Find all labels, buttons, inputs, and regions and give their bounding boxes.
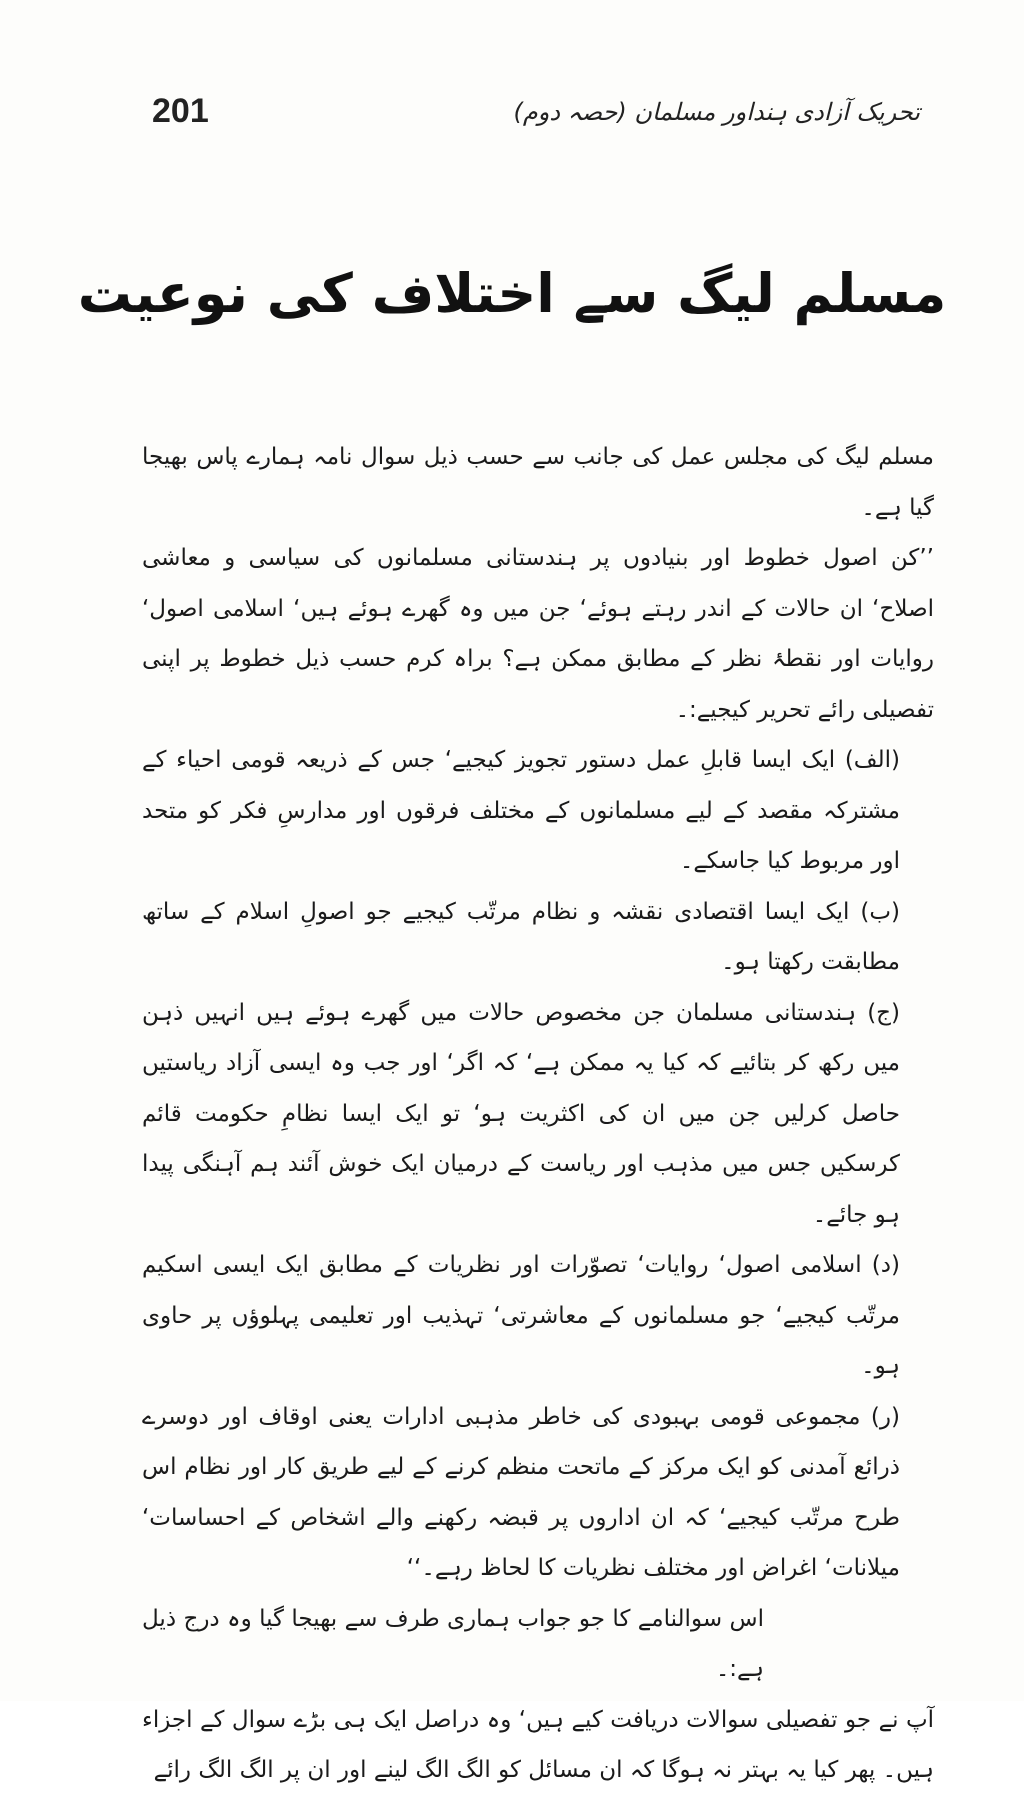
list-item-jeem: (ج) ہندستانی مسلمان جن مخصوص حالات میں گھرے ہوئے ہیں انہیں ذہن میں رکھ کر بتائیے کہ کیا یہ ممکن ہے‘ کہ اگر‘ اور جب وہ ایسی آزاد ریاستیں حاصل کرلیں جن میں ان کی اکثریت ہو‘ تو ایک ایسا نظامِ حکومت قائم کرسکیں جس میں مذہب اور ریاست کے درمیان ایک خوش آئند ہم آہنگی پیدا ہو جائے۔	[142, 999, 900, 1228]
list-item-daal: (د) اسلامی اصول‘ روایات‘ تصوّرات اور نظریات کے مطابق ایک ایسی اسکیم مرتّب کیجیے‘ جو مسلمانوں کے معاشرتی‘ تہذیب اور تعلیمی پہلوؤں پر حاوی ہو۔	[142, 1252, 900, 1379]
body-text	[142, 432, 934, 1796]
list-item-be: (ب) ایک ایسا اقتصادی نقشہ و نظام مرتّب کیجیے جو اصولِ اسلام کے ساتھ مطابقت رکھتا ہو۔	[142, 898, 900, 975]
paragraph-intro: مسلم لیگ کی مجلس عمل کی جانب سے حسب ذیل سوال نامہ ہمارے پاس بھیجا گیا ہے۔	[142, 444, 934, 521]
list-item-re: (ر) مجموعی قومی بہبودی کی خاطر مذہبی ادارات یعنی اوقاف اور دوسرے ذرائع آمدنی کو ایک مرکز کے ماتحت منظم کرنے کے لیے طریق کار اور نظام اس طرح مرتّب کیجیے‘ کہ ان اداروں پر قبضہ رکھنے والے اشخاص کے احساسات‘ میلانات‘ اغراض اور مختلف نظریات کا لحاظ رہے۔‘‘	[142, 1403, 900, 1581]
page-number: 201	[152, 92, 209, 130]
paragraph-answer: آپ نے جو تفصیلی سوالات دریافت کیے ہیں‘ وہ دراصل ایک ہی بڑے سوال کے اجزاء ہیں۔ پھر کیا یہ بہتر نہ ہوگا کہ ان مسائل کو الگ الگ لینے اور ان پر الگ الگ رائے	[142, 1706, 934, 1783]
chapter-title: مسلم لیگ سے اختلاف کی نوعیت	[77, 262, 947, 325]
running-head: تحریک آزادی ہنداور مسلمان (حصہ دوم)	[513, 98, 920, 126]
paragraph-answer-intro: اس سوالنامے کا جو جواب ہماری طرف سے بھیجا گیا وہ درج ذیل ہے:۔	[142, 1605, 764, 1682]
paragraph-question: ’’کن اصول خطوط اور بنیادوں پر ہندستانی مسلمانوں کی سیاسی و معاشی اصلاح‘ ان حالات کے اندر رہتے ہوئے‘ جن میں وہ گھرے ہوئے ہیں‘ اسلامی اصول‘ روایات اور نقطۂ نظر کے مطابق ممکن ہے؟ براہ کرم حسب ذیل خطوط پر اپنی تفصیلی رائے تحریر کیجیے:۔	[142, 545, 934, 723]
list-item-alif: (الف) ایک ایسا قابلِ عمل دستور تجویز کیجیے‘ جس کے ذریعہ قومی احیاء کے مشترکہ مقصد کے لیے مسلمانوں کے مختلف فرقوں اور مدارسِ فکر کو متحد اور مربوط کیا جاسکے۔	[142, 747, 900, 874]
